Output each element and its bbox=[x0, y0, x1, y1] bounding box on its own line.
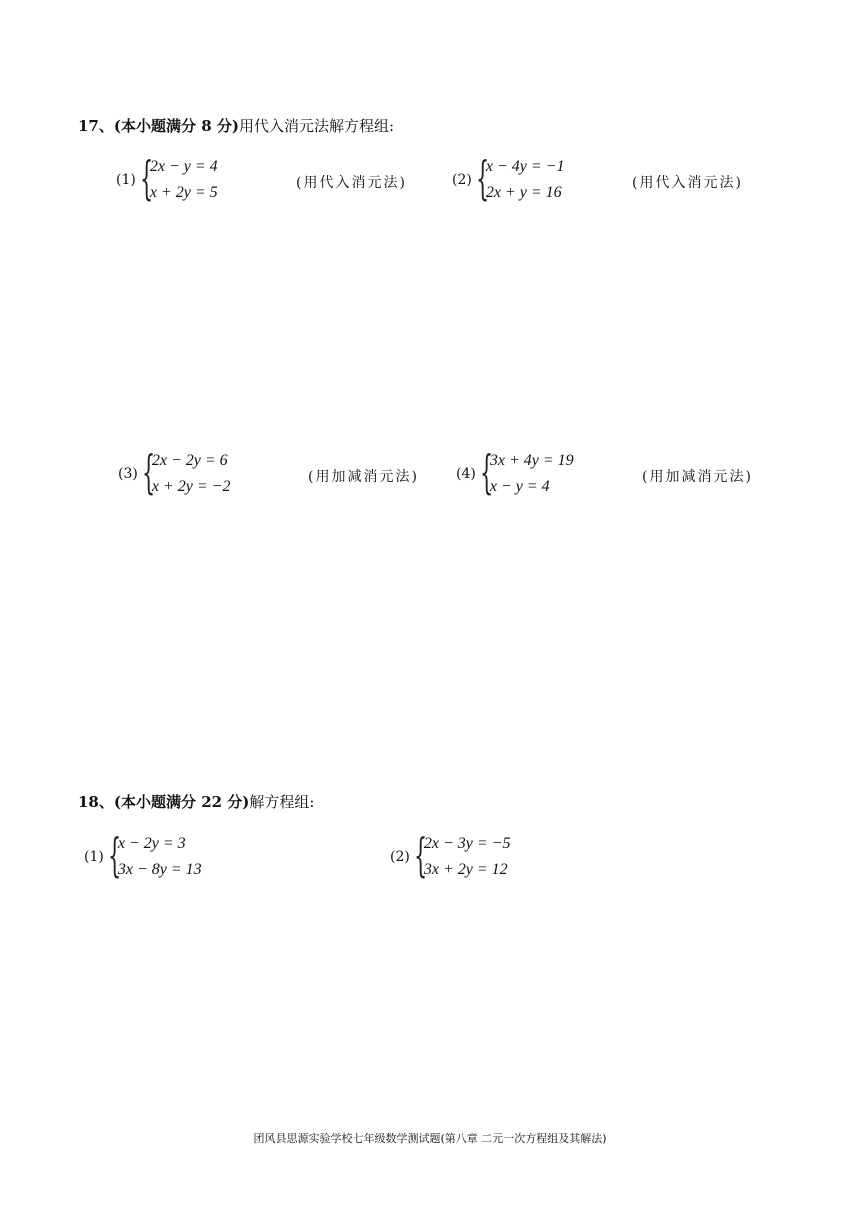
q17-method-3: (用加减消元法) bbox=[308, 469, 419, 485]
equation-2: 3x − 8y = 13 bbox=[117, 861, 202, 878]
problem-index: (2) bbox=[390, 849, 410, 865]
question-17-number: 17、 bbox=[78, 117, 114, 135]
problem-index: (3) bbox=[118, 466, 138, 482]
q17-method-4: (用加减消元法) bbox=[642, 469, 753, 485]
system-brace: { bbox=[141, 445, 156, 499]
equation-system bbox=[490, 448, 574, 500]
equation-1: 2x − 3y = −5 bbox=[423, 835, 511, 852]
equation-2: x − y = 4 bbox=[489, 478, 550, 495]
problem-index: (4) bbox=[456, 466, 476, 482]
equation-1: 2x − 2y = 6 bbox=[151, 452, 228, 469]
equation-2: x + 2y = 5 bbox=[149, 184, 218, 201]
q17-problem-3 bbox=[118, 445, 231, 500]
system-brace: { bbox=[107, 828, 122, 882]
problem-index: (1) bbox=[84, 849, 104, 865]
equation-1: 2x − y = 4 bbox=[149, 158, 218, 175]
equation-system bbox=[152, 448, 231, 500]
problem-index: (1) bbox=[116, 172, 136, 188]
question-18-instruction: 解方程组: bbox=[249, 793, 315, 811]
question-18-heading bbox=[78, 792, 314, 812]
problem-index: (2) bbox=[452, 172, 472, 188]
question-17-score: (本小题满分 8 分) bbox=[113, 117, 239, 135]
question-18-score: (本小题满分 22 分) bbox=[113, 793, 250, 811]
equation-system bbox=[424, 831, 511, 883]
q17-method-2: (用代入消元法) bbox=[632, 175, 743, 191]
equation-system bbox=[150, 154, 218, 206]
q17-method-1: (用代入消元法) bbox=[296, 175, 407, 191]
question-17-instruction: 用代入消元法解方程组: bbox=[238, 117, 395, 135]
q17-problem-4 bbox=[456, 445, 574, 500]
system-brace: { bbox=[139, 151, 154, 205]
system-brace: { bbox=[479, 445, 494, 499]
equation-system bbox=[486, 154, 565, 206]
equation-2: 3x + 2y = 12 bbox=[423, 861, 508, 878]
system-brace: { bbox=[475, 151, 490, 205]
q18-problem-2 bbox=[390, 828, 511, 883]
page-footer: 团风县思源实验学校七年级数学测试题(第八章 二元一次方程组及其解法) bbox=[253, 1132, 607, 1145]
equation-1: 3x + 4y = 19 bbox=[489, 452, 574, 469]
equation-2: 2x + y = 16 bbox=[485, 184, 562, 201]
q17-problem-2 bbox=[452, 151, 565, 206]
equation-1: x − 4y = −1 bbox=[485, 158, 565, 175]
question-17-heading bbox=[78, 116, 394, 136]
system-brace: { bbox=[413, 828, 428, 882]
question-18-number: 18、 bbox=[78, 793, 114, 811]
equation-2: x + 2y = −2 bbox=[151, 478, 231, 495]
q17-problem-1 bbox=[116, 151, 218, 206]
q18-problem-1 bbox=[84, 828, 202, 883]
equation-system bbox=[118, 831, 202, 883]
equation-1: x − 2y = 3 bbox=[117, 835, 186, 852]
